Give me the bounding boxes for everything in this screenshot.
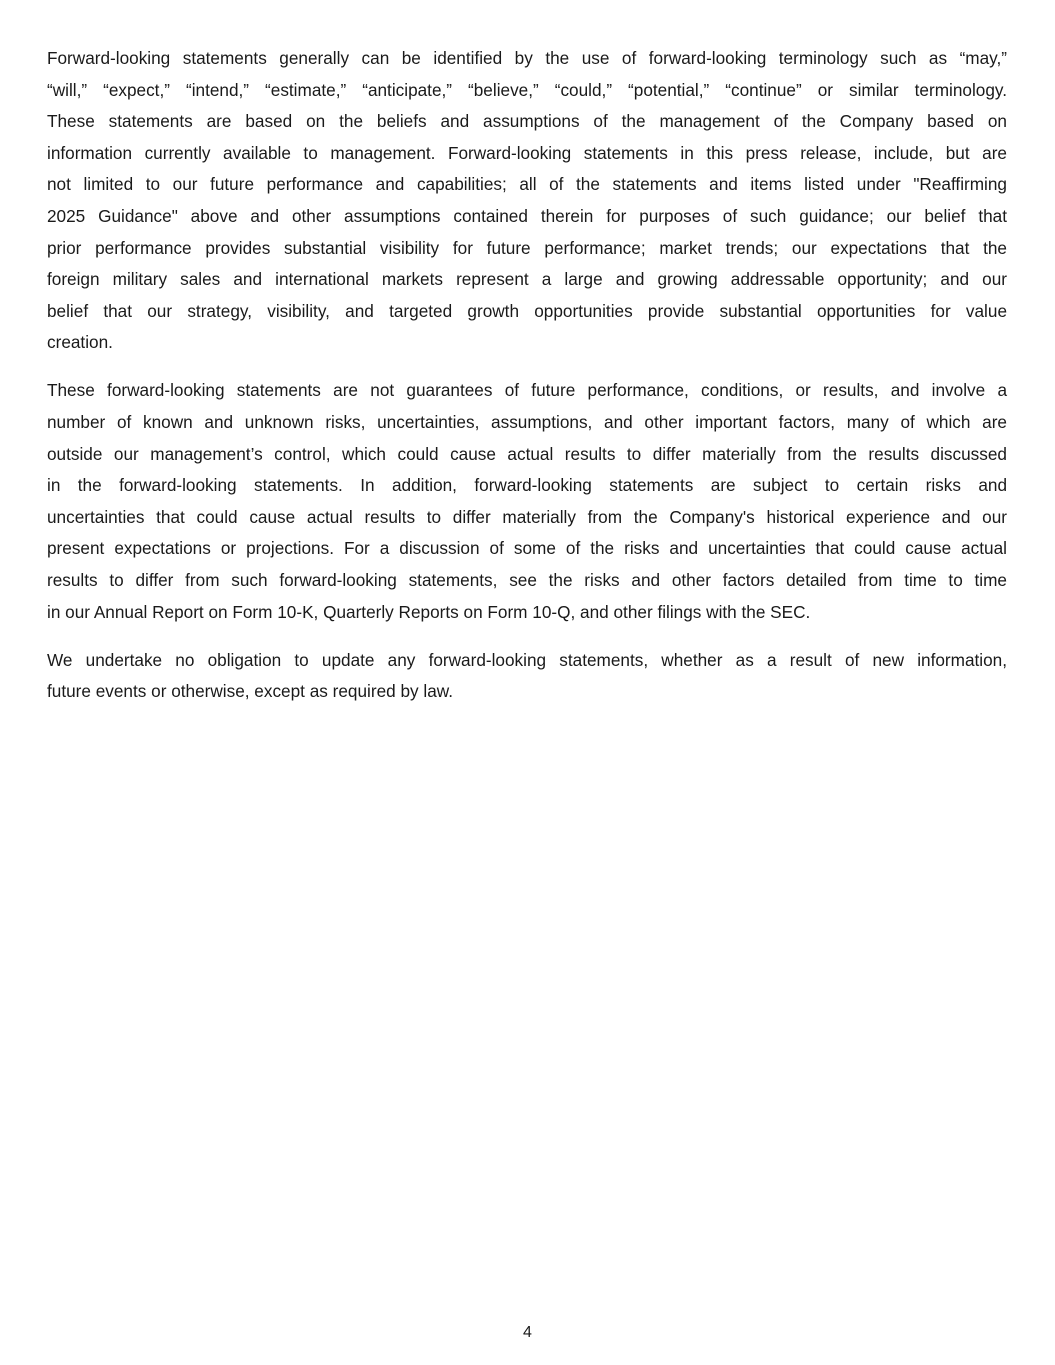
text-line: foreign military sales and international markets represent a large and growing addressable opportunity; and our: [47, 269, 1007, 290]
text-line: uncertainties that could cause actual results to differ materially from the Company's historical experience and our: [47, 506, 1007, 527]
text-line: Forward-looking statements generally can be identified by the use of forward-looking terminology such as “may,”: [47, 48, 1007, 68]
document-body: [47, 43, 1007, 724]
text-line: in our Annual Report on Form 10-K, Quarterly Reports on Form 10-Q, and other filings with the SEC.: [47, 601, 811, 622]
paragraph: [47, 375, 1007, 628]
text-line: These forward-looking statements are not guarantees of future performance, conditions, or results, and involve a: [47, 380, 1007, 401]
paragraph: [47, 43, 1007, 359]
text-line: present expectations or projections. For a discussion of some of the risks and uncertainties that could cause actual: [47, 538, 1007, 559]
text-line: information currently available to management. Forward-looking statements in this press release, include, but are: [47, 142, 1007, 163]
text-line: 2025 Guidance" above and other assumptions contained therein for purposes of such guidance; our belief that: [47, 205, 1007, 226]
text-line: number of known and unknown risks, uncertainties, assumptions, and other important factors, many of which are: [47, 412, 1007, 433]
text-line: creation.: [47, 332, 113, 353]
text-line: We undertake no obligation to update any forward-looking statements, whether as a result of new information,: [47, 649, 1007, 670]
page-number: 4: [523, 1324, 532, 1341]
text-line: in the forward-looking statements. In addition, forward-looking statements are subject to certain risks and: [47, 475, 1007, 496]
text-line: “will,” “expect,” “intend,” “estimate,” “anticipate,” “believe,” “could,” “potential,” “continue” or similar terminology.: [47, 79, 1007, 100]
text-line: outside our management’s control, which could cause actual results to differ materially from the results discussed: [47, 443, 1007, 464]
paragraph: [47, 645, 1007, 708]
text-line: future events or otherwise, except as required by law.: [47, 681, 454, 702]
text-line: belief that our strategy, visibility, and targeted growth opportunities provide substantial opportunities for value: [47, 300, 1007, 321]
text-line: results to differ from such forward-looking statements, see the risks and other factors detailed from time to time: [47, 570, 1007, 590]
text-line: prior performance provides substantial visibility for future performance; market trends; our expectations that the: [47, 237, 1007, 258]
text-line: not limited to our future performance and capabilities; all of the statements and items listed under "Reaffirming: [47, 174, 1007, 195]
text-line: These statements are based on the beliefs and assumptions of the management of the Company based on: [47, 111, 1007, 132]
